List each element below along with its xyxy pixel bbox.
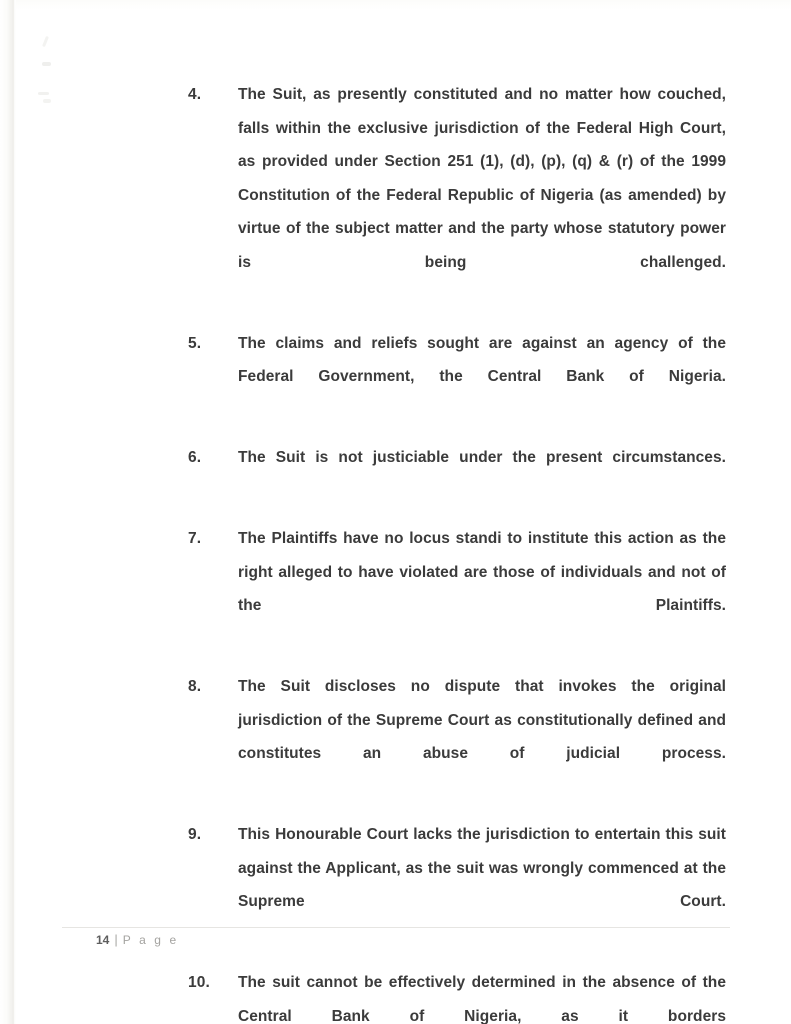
footer-divider xyxy=(62,927,730,928)
page-footer xyxy=(96,932,179,947)
clause-text: The Suit discloses no dispute that invokes the original jurisdiction of the Supreme Court as constitutionally defined and constitutes an abuse of judicial process. xyxy=(238,678,726,762)
footer-page-number: 14 xyxy=(96,933,110,947)
clause-text: The claims and reliefs sought are against an agency of the Federal Government, the Central Bank of Nigeria. xyxy=(238,334,726,385)
footer-page-label: P a g e xyxy=(122,933,179,947)
scan-left-edge-shadow xyxy=(0,0,16,1024)
clause-text: The suit cannot be effectively determined in the absence of the Central Bank of Nigeria, as it borders xyxy=(238,974,726,1024)
clause-item xyxy=(188,522,726,656)
scan-artifact-speck xyxy=(42,62,51,66)
footer-separator: | xyxy=(114,932,118,947)
clause-number: 9. xyxy=(188,826,202,843)
clause-number: 10. xyxy=(188,974,210,991)
clause-item xyxy=(188,966,726,1024)
clause-number: 4. xyxy=(188,86,202,103)
document-body xyxy=(188,78,726,1024)
clause-item xyxy=(188,670,726,804)
clause-number: 7. xyxy=(188,530,202,547)
scan-artifact-speck xyxy=(42,36,49,47)
scan-artifact-speck xyxy=(38,92,49,95)
clause-number: 6. xyxy=(188,449,202,466)
scan-top-edge-shadow xyxy=(0,0,791,10)
clause-item xyxy=(188,441,726,508)
clause-text: The Suit, as presently constituted and no matter how couched, falls within the exclusive jurisdiction of the Federal High Court, as provided under Section 251 (1), (d), (p), (q) & (r) of the 1999 Constitution of the Federal Republic of Nigeria (as amended) by virtue of the subject matter and the party whose statutory power is being challenged. xyxy=(238,86,726,271)
clause-text: The Suit is not justiciable under the present circumstances. xyxy=(238,449,726,466)
clause-number: 5. xyxy=(188,334,202,352)
clause-number: 8. xyxy=(188,678,202,695)
clause-item xyxy=(188,78,726,313)
clause-text: This Honourable Court lacks the jurisdiction to entertain this suit against the Applicant, as the suit was wrongly commenced at the Supreme Court. xyxy=(238,826,726,910)
clause-item xyxy=(188,327,726,428)
clause-text: The Plaintiffs have no locus standi to institute this action as the right alleged to have violated are those of individuals and not of the Plaintiffs. xyxy=(238,530,726,614)
clause-item xyxy=(188,818,726,952)
scan-artifact-speck xyxy=(43,99,51,103)
scan-left-edge-line xyxy=(12,0,14,1024)
